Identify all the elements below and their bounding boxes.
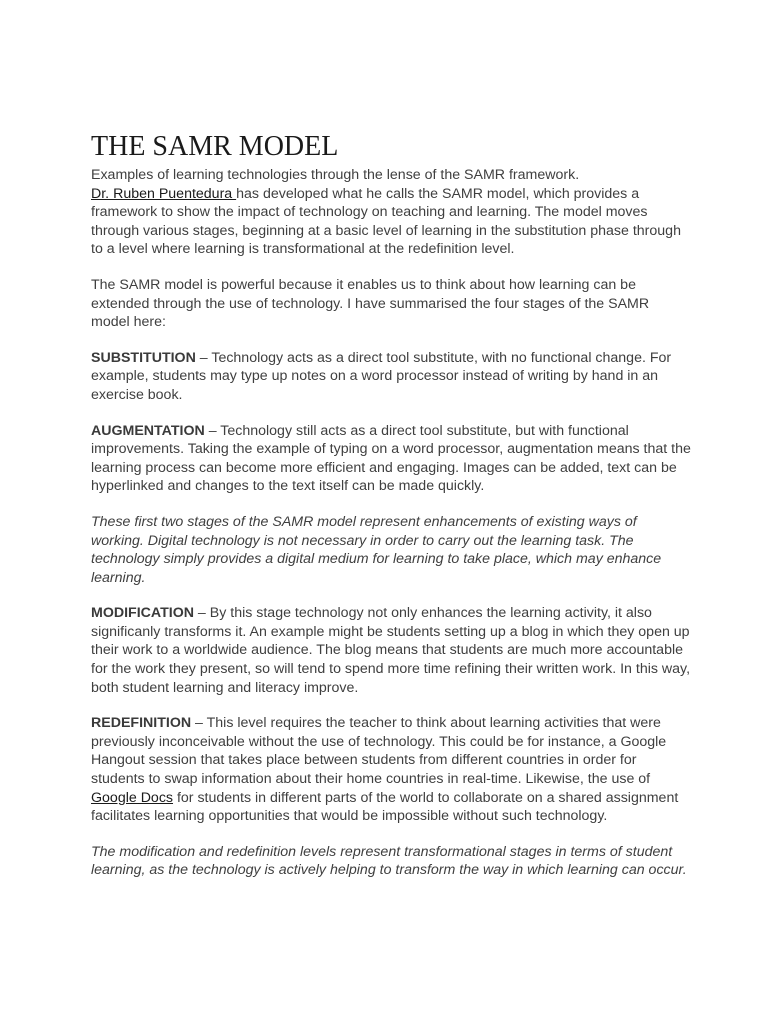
document-body	[91, 130, 691, 897]
intro-first-line: Examples of learning technologies through the lense of the SAMR framework.	[91, 167, 580, 183]
page-title: THE SAMR MODEL	[91, 131, 339, 162]
powerful-paragraph: The SAMR model is powerful because it enables us to think about how learning can be extended through the use of technology. I have summarised the four stages of the SAMR model here:	[91, 276, 650, 331]
augmentation-text: – Technology still acts as a direct tool substitute, but with functional improvements. Taking the example of typing on a word processor, augmentation means that the learning process can become more efficient and engaging. Images can be added, text can be hyperlinked and changes to the text itself can be made quickly.	[91, 422, 691, 495]
redefinition-text-after: for students in different parts of the world to collaborate on a shared assignment facilitates learning opportunities that would be impossible without such technology.	[91, 789, 679, 825]
enhancement-note: These first two stages of the SAMR model represent enhancements of existing ways of working. Digital technology is not necessary in order to carry out the learning task. The technology simply provides a digital medium for learning to take place, which may enhance learning.	[91, 513, 662, 586]
modification-paragraph	[91, 604, 691, 697]
transformation-note: The modification and redefinition levels represent transformational stages in terms of student learning, as the technology is actively helping to transform the way in which learning can occur.	[91, 843, 687, 879]
augmentation-term: AUGMENTATION	[91, 422, 205, 439]
augmentation-paragraph	[91, 422, 691, 496]
substitution-paragraph	[91, 349, 691, 405]
modification-text: – By this stage technology not only enhances the learning activity, it also significanly transforms it. An example might be students setting up a blog in which they open up their work to a worldwide audience. The blog means that students are much more accountable for the work they present, so will tend to spend more time refining their written work. In this way, both student learning and literacy improve.	[91, 605, 691, 696]
substitution-text: – Technology acts as a direct tool substitute, with no functional change. For example, students may type up notes on a word processor instead of writing by hand in an exercise book.	[91, 349, 672, 403]
redefinition-text-before: – This level requires the teacher to think about learning activities that were previously inconceivable without the use of technology. This could be for instance, a Google Hangout session that takes place between students from different countries in order for students to swap information about their home countries in real-time. Likewise, the use of	[91, 715, 667, 788]
intro-text: has developed what he calls the SAMR model, which provides a framework to show the impact of technology on teaching and learning. The model moves through various stages, beginning at a basic level of learning in the substitution phase through to a level where learning is transformational at the redefinition level.	[91, 185, 681, 258]
redefinition-term: REDEFINITION	[91, 715, 192, 732]
substitution-term: SUBSTITUTION	[91, 349, 196, 366]
intro-paragraph	[91, 166, 691, 259]
redefinition-paragraph	[91, 714, 691, 826]
author-link[interactable]: Dr. Ruben Puentedura	[91, 185, 237, 202]
modification-term: MODIFICATION	[91, 605, 194, 622]
google-docs-link[interactable]: Google Docs	[91, 789, 174, 806]
